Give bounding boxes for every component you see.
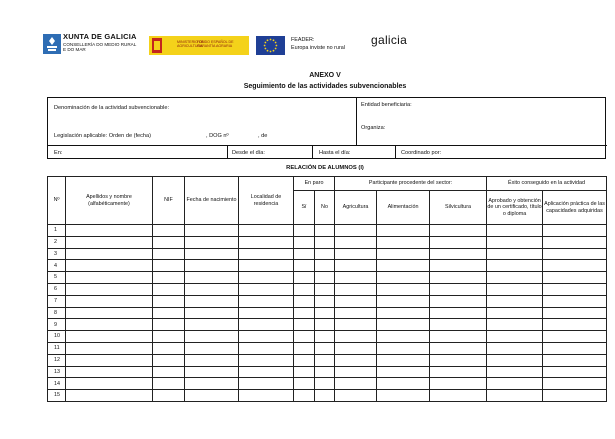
ministry-text: MINISTERIO DE AGRICULTURA	[177, 40, 204, 48]
table-row	[48, 342, 607, 354]
table-cell[interactable]	[430, 366, 487, 378]
table-cell[interactable]	[335, 342, 377, 354]
table-cell[interactable]	[377, 378, 430, 390]
table-cell[interactable]	[153, 236, 185, 248]
table-cell[interactable]	[185, 319, 239, 331]
activity-info-box	[47, 97, 606, 159]
table-cell[interactable]	[377, 225, 430, 237]
table-cell[interactable]	[543, 366, 607, 378]
table-row	[48, 390, 607, 402]
table-cell[interactable]	[239, 366, 294, 378]
table-cell[interactable]	[294, 366, 315, 378]
table-cell[interactable]	[335, 272, 377, 284]
row-number: 7	[48, 295, 66, 307]
table-cell[interactable]	[294, 248, 315, 260]
table-cell[interactable]	[315, 260, 335, 272]
table-cell[interactable]	[239, 378, 294, 390]
table-cell[interactable]	[430, 260, 487, 272]
activity-name-label: Denominación de la actividad subvencionable:	[54, 105, 170, 111]
table-cell[interactable]	[543, 225, 607, 237]
table-cell[interactable]	[239, 342, 294, 354]
table-cell[interactable]	[239, 225, 294, 237]
table-cell[interactable]	[66, 225, 153, 237]
table-cell[interactable]	[487, 236, 543, 248]
table-cell[interactable]	[239, 390, 294, 402]
table-row	[48, 354, 607, 366]
col-agriculture-header: Agricultura	[335, 191, 377, 225]
table-row	[48, 307, 607, 319]
table-cell[interactable]	[294, 342, 315, 354]
row-number: 5	[48, 272, 66, 284]
table-cell[interactable]	[315, 331, 335, 343]
row-number: 15	[48, 390, 66, 402]
table-cell[interactable]	[66, 283, 153, 295]
xunta-department: CONSELLERÍA DO MEDIO RURAL E DO MAR	[63, 42, 137, 53]
end-date-label: Hasta el día:	[319, 150, 351, 156]
table-cell[interactable]	[185, 354, 239, 366]
fund-text: FONDO ESPAÑOL DE GARANTÍA AGRARIA	[197, 40, 234, 48]
row-number: 13	[48, 366, 66, 378]
table-cell[interactable]	[239, 272, 294, 284]
sector-group-header: Participante procedente del sector:	[335, 177, 487, 191]
table-cell[interactable]	[315, 295, 335, 307]
table-cell[interactable]	[239, 295, 294, 307]
table-cell[interactable]	[335, 319, 377, 331]
row-number: 10	[48, 331, 66, 343]
table-cell[interactable]	[66, 342, 153, 354]
table-cell[interactable]	[315, 390, 335, 402]
table-cell[interactable]	[335, 260, 377, 272]
row-number: 9	[48, 319, 66, 331]
table-cell[interactable]	[543, 295, 607, 307]
table-cell[interactable]	[430, 236, 487, 248]
table-cell[interactable]	[66, 236, 153, 248]
success-group-header: Éxito conseguido en la actividad	[487, 177, 607, 191]
table-cell[interactable]	[153, 342, 185, 354]
table-cell[interactable]	[543, 283, 607, 295]
table-cell[interactable]	[315, 236, 335, 248]
table-cell[interactable]	[239, 307, 294, 319]
table-cell[interactable]	[543, 390, 607, 402]
table-cell[interactable]	[543, 319, 607, 331]
table-cell[interactable]	[315, 366, 335, 378]
table-cell[interactable]	[543, 331, 607, 343]
table-cell[interactable]	[185, 366, 239, 378]
start-date-label: Desde el día:	[232, 150, 265, 156]
table-cell[interactable]	[543, 272, 607, 284]
annex-title: ANEXO V	[309, 72, 341, 79]
table-cell[interactable]	[294, 260, 315, 272]
row-number: 8	[48, 307, 66, 319]
table-cell[interactable]	[487, 331, 543, 343]
row-number: 12	[48, 354, 66, 366]
coordinator-label: Coordinado por:	[401, 150, 442, 156]
table-cell[interactable]	[294, 236, 315, 248]
table-cell[interactable]	[185, 331, 239, 343]
col-number-header: Nº	[48, 177, 66, 225]
table-cell[interactable]	[377, 331, 430, 343]
table-row	[48, 225, 607, 237]
table-cell[interactable]	[487, 225, 543, 237]
table-cell[interactable]	[377, 283, 430, 295]
table-cell[interactable]	[315, 319, 335, 331]
table-cell[interactable]	[239, 248, 294, 260]
table-cell[interactable]	[543, 354, 607, 366]
table-cell[interactable]	[430, 225, 487, 237]
table-cell[interactable]	[294, 295, 315, 307]
table-cell[interactable]	[153, 283, 185, 295]
table-cell[interactable]	[153, 307, 185, 319]
table-cell[interactable]	[66, 248, 153, 260]
table-cell[interactable]	[335, 248, 377, 260]
table-cell[interactable]	[315, 225, 335, 237]
table-row	[48, 272, 607, 284]
table-cell[interactable]	[430, 354, 487, 366]
document-subtitle: Seguimiento de las actividades subvencionables	[243, 83, 407, 90]
col-yes-header: Sí	[294, 191, 315, 225]
table-row	[48, 260, 607, 272]
table-cell[interactable]	[487, 366, 543, 378]
table-cell[interactable]	[66, 354, 153, 366]
table-cell[interactable]	[153, 225, 185, 237]
table-cell[interactable]	[377, 319, 430, 331]
col-birthdate-header: Fecha de nacimiento	[185, 177, 239, 225]
table-cell[interactable]	[487, 295, 543, 307]
table-cell[interactable]	[66, 331, 153, 343]
table-cell[interactable]	[377, 307, 430, 319]
row-number: 14	[48, 378, 66, 390]
table-cell[interactable]	[294, 390, 315, 402]
table-cell[interactable]	[335, 307, 377, 319]
table-cell[interactable]	[430, 272, 487, 284]
table-cell[interactable]	[239, 236, 294, 248]
table-row	[48, 295, 607, 307]
table-cell[interactable]	[239, 354, 294, 366]
table-cell[interactable]	[377, 295, 430, 307]
table-cell[interactable]	[335, 295, 377, 307]
table-cell[interactable]	[430, 307, 487, 319]
table-cell[interactable]	[185, 248, 239, 260]
table-cell[interactable]	[294, 331, 315, 343]
table-cell[interactable]	[294, 272, 315, 284]
table-cell[interactable]	[239, 260, 294, 272]
organizer-label: Organiza:	[361, 125, 386, 131]
xunta-shield-logo	[43, 34, 61, 54]
table-cell[interactable]	[153, 248, 185, 260]
date-de-label: , de	[258, 133, 268, 139]
table-cell[interactable]	[153, 354, 185, 366]
beneficiary-label: Entidad beneficiaria:	[361, 102, 412, 108]
table-cell[interactable]	[185, 295, 239, 307]
eu-flag-icon	[256, 36, 285, 55]
table-cell[interactable]	[377, 272, 430, 284]
table-cell[interactable]	[294, 378, 315, 390]
table-cell[interactable]	[487, 283, 543, 295]
table-row	[48, 248, 607, 260]
row-number: 2	[48, 236, 66, 248]
table-cell[interactable]	[294, 283, 315, 295]
table-cell[interactable]	[377, 390, 430, 402]
table-cell[interactable]	[185, 225, 239, 237]
table-cell[interactable]	[153, 260, 185, 272]
feader-text: FEADER: Europa inviste no rural	[291, 37, 345, 51]
table-cell[interactable]	[430, 331, 487, 343]
col-food-header: Alimentación	[377, 191, 430, 225]
table-cell[interactable]	[543, 307, 607, 319]
table-cell[interactable]	[153, 366, 185, 378]
table-row	[48, 283, 607, 295]
table-cell[interactable]	[66, 366, 153, 378]
table-cell[interactable]	[335, 354, 377, 366]
table-cell[interactable]	[66, 319, 153, 331]
table-cell[interactable]	[153, 272, 185, 284]
table-row	[48, 366, 607, 378]
table-cell[interactable]	[315, 272, 335, 284]
table-cell[interactable]	[377, 366, 430, 378]
table-cell[interactable]	[487, 307, 543, 319]
galicia-brand-logo: galicia	[371, 33, 408, 47]
table-cell[interactable]	[543, 260, 607, 272]
table-cell[interactable]	[66, 378, 153, 390]
student-rows	[48, 225, 607, 402]
table-cell[interactable]	[185, 283, 239, 295]
table-cell[interactable]	[239, 331, 294, 343]
table-cell[interactable]	[543, 248, 607, 260]
table-cell[interactable]	[185, 342, 239, 354]
table-cell[interactable]	[294, 319, 315, 331]
students-table	[47, 176, 607, 402]
row-number: 1	[48, 225, 66, 237]
unemployed-group-header: En paro	[294, 177, 335, 191]
table-cell[interactable]	[294, 354, 315, 366]
table-cell[interactable]	[185, 378, 239, 390]
table-cell[interactable]	[487, 390, 543, 402]
table-cell[interactable]	[153, 295, 185, 307]
col-applied-header: Aplicación práctica de las capacidades adquiridas	[543, 191, 607, 225]
table-cell[interactable]	[430, 248, 487, 260]
table-cell[interactable]	[430, 378, 487, 390]
table-cell[interactable]	[315, 342, 335, 354]
table-cell[interactable]	[377, 354, 430, 366]
table-cell[interactable]	[377, 236, 430, 248]
table-cell[interactable]	[430, 283, 487, 295]
table-cell[interactable]	[430, 295, 487, 307]
spain-coat-of-arms-icon	[150, 36, 164, 55]
table-cell[interactable]	[335, 283, 377, 295]
col-locality-header: Localidad de residencia	[239, 177, 294, 225]
table-cell[interactable]	[66, 272, 153, 284]
table-cell[interactable]	[487, 354, 543, 366]
table-cell[interactable]	[335, 236, 377, 248]
xunta-name: XUNTA DE GALICIA	[63, 32, 137, 41]
table-cell[interactable]	[153, 378, 185, 390]
table-cell[interactable]	[185, 390, 239, 402]
table-cell[interactable]	[430, 390, 487, 402]
col-nif-header: NIF	[153, 177, 185, 225]
table-cell[interactable]	[487, 260, 543, 272]
table-cell[interactable]	[66, 260, 153, 272]
table-cell[interactable]	[335, 378, 377, 390]
row-number: 6	[48, 283, 66, 295]
table-cell[interactable]	[239, 283, 294, 295]
table-cell[interactable]	[153, 331, 185, 343]
table-cell[interactable]	[543, 378, 607, 390]
dog-label: , DOG nº	[206, 133, 229, 139]
table-cell[interactable]	[315, 378, 335, 390]
table-cell[interactable]	[66, 390, 153, 402]
table-cell[interactable]	[335, 331, 377, 343]
table-cell[interactable]	[185, 272, 239, 284]
table-cell[interactable]	[335, 225, 377, 237]
table-row	[48, 319, 607, 331]
table-cell[interactable]	[185, 307, 239, 319]
table-cell[interactable]	[430, 342, 487, 354]
table-cell[interactable]	[487, 342, 543, 354]
location-label: En:	[54, 150, 63, 156]
table-cell[interactable]	[294, 307, 315, 319]
table-cell[interactable]	[66, 307, 153, 319]
table-cell[interactable]	[377, 342, 430, 354]
table-cell[interactable]	[487, 272, 543, 284]
col-forestry-header: Silvicultura	[430, 191, 487, 225]
col-name-header: Apellidos y nombre (alfabéticamente)	[66, 177, 153, 225]
table-cell[interactable]	[487, 378, 543, 390]
row-number: 4	[48, 260, 66, 272]
table-cell[interactable]	[153, 390, 185, 402]
table-row	[48, 236, 607, 248]
table-cell[interactable]	[487, 319, 543, 331]
table-cell[interactable]	[294, 225, 315, 237]
students-table-title: RELACIÓN DE ALUMNOS (I)	[286, 165, 364, 171]
table-cell[interactable]	[377, 248, 430, 260]
legislation-label: Legislación aplicable: Orden de (fecha)	[54, 133, 152, 139]
table-cell[interactable]	[66, 295, 153, 307]
table-cell[interactable]	[335, 366, 377, 378]
table-row	[48, 331, 607, 343]
table-cell[interactable]	[315, 307, 335, 319]
table-row	[48, 378, 607, 390]
col-approved-header: Aprobado y obtención de un certificado, título o diploma	[487, 191, 543, 225]
table-cell[interactable]	[377, 260, 430, 272]
table-cell[interactable]	[153, 319, 185, 331]
row-number: 3	[48, 248, 66, 260]
row-number: 11	[48, 342, 66, 354]
table-cell[interactable]	[315, 248, 335, 260]
table-cell[interactable]	[315, 354, 335, 366]
table-cell[interactable]	[239, 319, 294, 331]
table-cell[interactable]	[315, 283, 335, 295]
table-cell[interactable]	[430, 319, 487, 331]
table-cell[interactable]	[543, 342, 607, 354]
table-cell[interactable]	[335, 390, 377, 402]
table-cell[interactable]	[185, 236, 239, 248]
table-cell[interactable]	[543, 236, 607, 248]
table-cell[interactable]	[185, 260, 239, 272]
col-no-header: No	[315, 191, 335, 225]
table-cell[interactable]	[487, 248, 543, 260]
